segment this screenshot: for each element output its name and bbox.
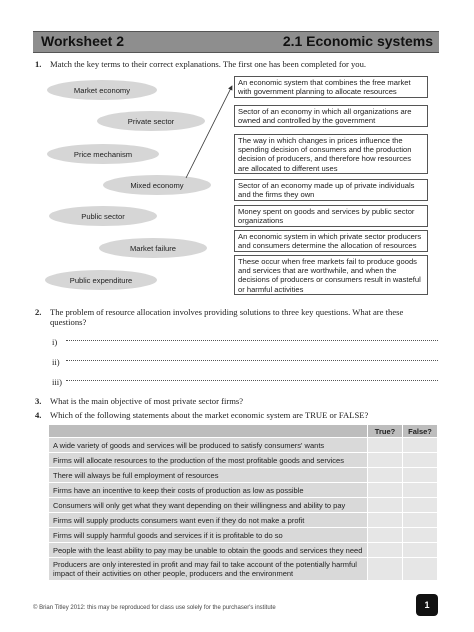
false-answer-cell[interactable] <box>403 468 438 483</box>
q1-text: Match the key terms to their correct explanations. The first one has been completed for you. <box>50 59 367 69</box>
q3-number: 3. <box>35 396 42 406</box>
header-false: False? <box>403 425 438 438</box>
true-answer-cell[interactable] <box>368 468 403 483</box>
term-public-sector: Public sector <box>49 206 157 226</box>
false-answer-cell[interactable] <box>403 558 438 581</box>
term-market-failure: Market failure <box>99 238 207 258</box>
statement-text: Firms will supply products consumers want even if they do not make a profit <box>49 513 368 528</box>
answer-line[interactable] <box>66 340 438 341</box>
table-header-row <box>49 425 438 438</box>
statement-text: Consumers will only get what they want depending on their willingness and ability to pay <box>49 498 368 513</box>
definition-box: An economic system that combines the free market with government planning to allocate resources <box>234 76 428 98</box>
true-answer-cell[interactable] <box>368 438 403 453</box>
table-row <box>49 468 438 483</box>
false-answer-cell[interactable] <box>403 438 438 453</box>
definition-box: An economic system in which private sector producers and consumers determine the allocation of resources <box>234 230 428 252</box>
header-statement <box>49 425 368 438</box>
table-row <box>49 513 438 528</box>
false-answer-cell[interactable] <box>403 498 438 513</box>
table-row <box>49 453 438 468</box>
worksheet-title: Worksheet 2 <box>41 33 124 49</box>
q2-text: The problem of resource allocation involves providing solutions to three key questions. What are these questions? <box>50 307 404 327</box>
definition-box: Sector of an economy made up of private individuals and the firms they own <box>234 179 428 201</box>
true-answer-cell[interactable] <box>368 558 403 581</box>
answer-label: i) <box>52 337 58 347</box>
term-public-expenditure: Public expenditure <box>45 270 157 290</box>
statement-text: There will always be full employment of resources <box>49 468 368 483</box>
table-row <box>49 543 438 558</box>
true-answer-cell[interactable] <box>368 543 403 558</box>
statement-text: Producers are only interested in profit and may fail to take account of the potentially harmful impact of their activities on other people, producers and the environment <box>49 558 368 581</box>
true-answer-cell[interactable] <box>368 528 403 543</box>
table-row <box>49 558 438 581</box>
answer-line[interactable] <box>66 380 438 381</box>
statement-text: People with the least ability to pay may be unable to obtain the goods and services they need <box>49 543 368 558</box>
definition-box: Sector of an economy in which all organizations are owned and controlled by the government <box>234 105 428 127</box>
table-row <box>49 528 438 543</box>
true-answer-cell[interactable] <box>368 483 403 498</box>
table-row <box>49 498 438 513</box>
answer-line[interactable] <box>66 360 438 361</box>
term-market-economy: Market economy <box>47 80 157 100</box>
statement-text: Firms will supply harmful goods and services if it is profitable to do so <box>49 528 368 543</box>
header-true: True? <box>368 425 403 438</box>
answer-label: iii) <box>52 377 63 387</box>
definition-box: These occur when free markets fail to produce goods and services that are worthwhile, and when the decisions of producers or consumers result in wasteful or harmful activities <box>234 255 428 295</box>
q4-text: Which of the following statements about the market economic system are TRUE or FALSE? <box>50 410 369 420</box>
term-price-mechanism: Price mechanism <box>47 144 159 164</box>
page-number: 1 <box>416 594 438 616</box>
false-answer-cell[interactable] <box>403 513 438 528</box>
statement-text: A wide variety of goods and services will be produced to satisfy consumers' wants <box>49 438 368 453</box>
false-answer-cell[interactable] <box>403 543 438 558</box>
false-answer-cell[interactable] <box>403 528 438 543</box>
q1-number: 1. <box>35 59 42 69</box>
definition-box: Money spent on goods and services by public sector organizations <box>234 205 428 227</box>
term-private-sector: Private sector <box>97 111 205 131</box>
false-answer-cell[interactable] <box>403 483 438 498</box>
answer-label: ii) <box>52 357 60 367</box>
section-title: 2.1 Economic systems <box>282 33 433 49</box>
table-row <box>49 483 438 498</box>
table-row <box>49 438 438 453</box>
false-answer-cell[interactable] <box>403 453 438 468</box>
definition-box: The way in which changes in prices influence the spending decision of consumers and the production decision of producers, and therefore how resources are allocated to different uses <box>234 134 428 174</box>
q4-number: 4. <box>35 410 42 420</box>
q3-text: What is the main objective of most private sector firms? <box>50 396 244 406</box>
true-answer-cell[interactable] <box>368 513 403 528</box>
statement-text: Firms will allocate resources to the production of the most profitable goods and services <box>49 453 368 468</box>
true-answer-cell[interactable] <box>368 453 403 468</box>
statement-text: Firms have an incentive to keep their costs of production as low as possible <box>49 483 368 498</box>
term-mixed-economy: Mixed economy <box>103 175 211 195</box>
q2-number: 2. <box>35 307 42 317</box>
true-answer-cell[interactable] <box>368 498 403 513</box>
copyright-footer: © Brian Titley 2012: this may be reproduced for class use solely for the purchaser's institute <box>33 605 276 611</box>
true-false-table <box>48 424 438 581</box>
